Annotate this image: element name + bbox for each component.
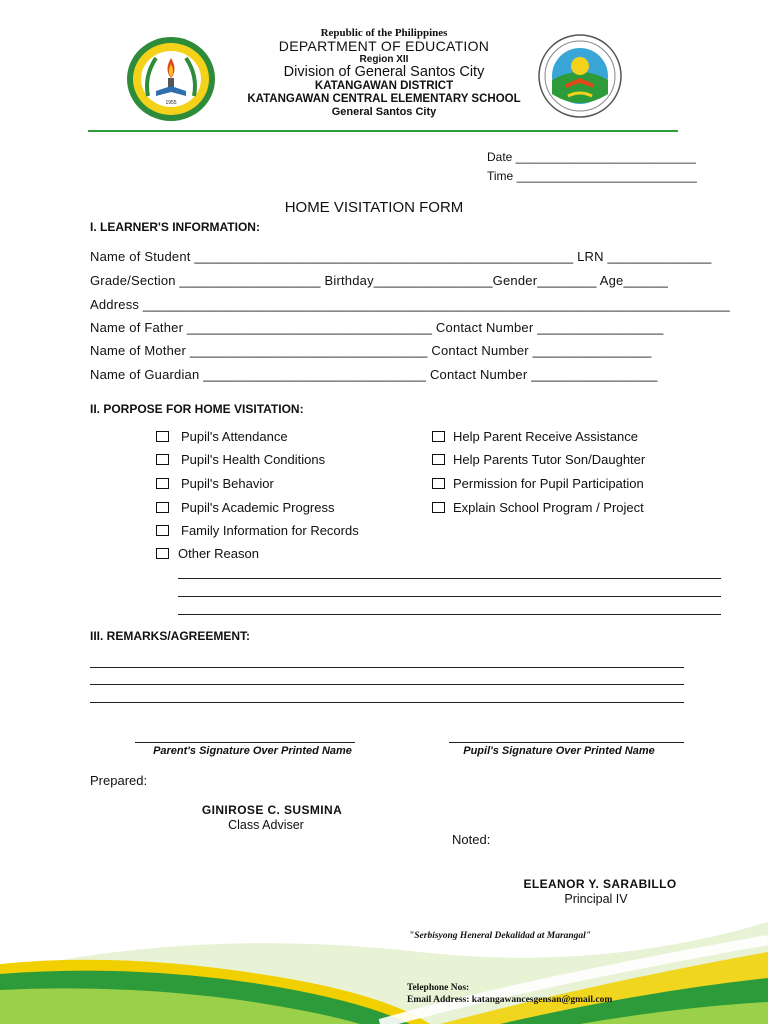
checkbox-icon[interactable] xyxy=(432,502,445,513)
time-label: Time xyxy=(487,169,514,183)
mother-row[interactable]: Name of Mother ________________________________ Contact Number ________________ xyxy=(90,343,652,358)
telephone-text: Telephone Nos: xyxy=(407,983,470,993)
remarks-line[interactable] xyxy=(90,667,684,668)
checkbox-icon[interactable] xyxy=(156,431,169,442)
option-attendance[interactable]: Pupil's Attendance xyxy=(156,429,288,444)
prepared-label: Prepared: xyxy=(90,773,148,788)
grade-section-row[interactable]: Grade/Section ___________________ Birthday________________Gender________ Age______ xyxy=(90,273,669,288)
other-reason-line[interactable] xyxy=(178,614,721,615)
checkbox-icon[interactable] xyxy=(432,431,445,442)
option-permission[interactable]: Permission for Pupil Participation xyxy=(432,476,644,491)
option-explain-program[interactable]: Explain School Program / Project xyxy=(432,500,644,515)
date-field[interactable]: Date ___________________________ xyxy=(487,150,696,164)
principal-name: ELEANOR Y. SARABILLO xyxy=(523,877,677,891)
division-text: Division of General Santos City xyxy=(283,64,485,80)
checkbox-icon[interactable] xyxy=(156,525,169,536)
checkbox-icon[interactable] xyxy=(156,478,169,489)
father-row[interactable]: Name of Father _________________________________ Contact Number _________________ xyxy=(90,320,664,335)
pupil-signature-caption: Pupil's Signature Over Printed Name xyxy=(463,745,655,757)
form-title: HOME VISITATION FORM xyxy=(284,199,464,216)
remarks-line[interactable] xyxy=(90,702,684,703)
header-divider xyxy=(88,130,678,132)
option-behavior[interactable]: Pupil's Behavior xyxy=(156,476,274,491)
other-reason-line[interactable] xyxy=(178,596,721,597)
district-text: KATANGAWAN DISTRICT xyxy=(314,80,454,92)
section-remarks-title: III. REMARKS/AGREEMENT: xyxy=(90,629,251,643)
adviser-position: Class Adviser xyxy=(228,818,304,832)
option-help-assistance[interactable]: Help Parent Receive Assistance xyxy=(432,429,638,444)
motto-text: "Serbisyong Heneral Dekalidad at Marangal" xyxy=(409,931,592,941)
option-health[interactable]: Pupil's Health Conditions xyxy=(156,452,325,467)
checkbox-icon[interactable] xyxy=(156,502,169,513)
republic-text: Republic of the Philippines xyxy=(320,27,448,39)
parent-signature-line[interactable] xyxy=(135,742,355,743)
section-learner-info-title: I. LEARNER'S INFORMATION: xyxy=(90,220,260,234)
department-text: DEPARTMENT OF EDUCATION xyxy=(278,38,490,54)
guardian-row[interactable]: Name of Guardian ______________________________ Contact Number _________________ xyxy=(90,367,658,382)
city-text: General Santos City xyxy=(331,106,437,118)
svg-text:1955: 1955 xyxy=(165,100,177,106)
checkbox-icon[interactable] xyxy=(432,478,445,489)
checkbox-icon[interactable] xyxy=(156,454,169,465)
email-text: Email Address: katangawancesgensan@gmail.com xyxy=(407,995,613,1005)
parent-signature-caption: Parent's Signature Over Printed Name xyxy=(153,745,352,757)
date-label: Date xyxy=(487,150,513,164)
option-family-info[interactable]: Family Information for Records xyxy=(156,523,359,538)
footer-wave-decoration xyxy=(0,912,768,1024)
remarks-line[interactable] xyxy=(90,684,684,685)
region-text: Region XII xyxy=(359,54,409,65)
student-name-row[interactable]: Name of Student ___________________________________________________ LRN ______________ xyxy=(90,249,712,264)
school-name-text: KATANGAWAN CENTRAL ELEMENTARY SCHOOL xyxy=(247,93,521,105)
checkbox-icon[interactable] xyxy=(432,454,445,465)
option-help-tutor[interactable]: Help Parents Tutor Son/Daughter xyxy=(432,452,645,467)
principal-position: Principal IV xyxy=(564,892,628,906)
noted-label: Noted: xyxy=(452,832,491,847)
checkbox-icon[interactable] xyxy=(156,548,169,559)
time-field[interactable]: Time ___________________________ xyxy=(487,169,697,183)
pupil-signature-line[interactable] xyxy=(449,742,684,743)
option-academic[interactable]: Pupil's Academic Progress xyxy=(156,500,335,515)
address-row[interactable]: Address _______________________________________________________________________________ xyxy=(90,297,730,312)
adviser-name: GINIROSE C. SUSMINA xyxy=(201,803,343,817)
section-purpose-title: II. PORPOSE FOR HOME VISITATION: xyxy=(90,402,304,416)
option-other-reason[interactable]: Other Reason xyxy=(156,546,259,561)
other-reason-line[interactable] xyxy=(178,578,721,579)
